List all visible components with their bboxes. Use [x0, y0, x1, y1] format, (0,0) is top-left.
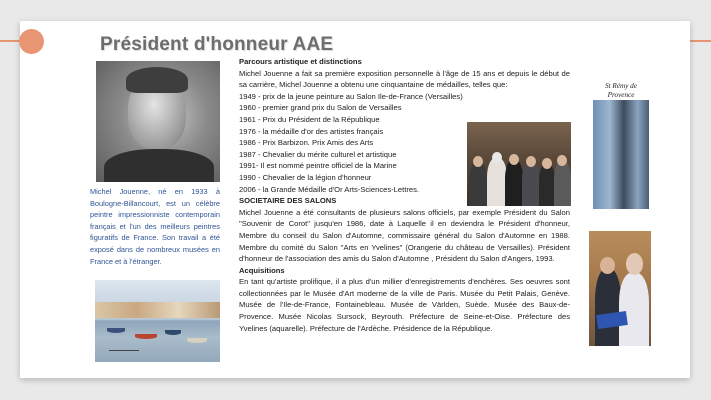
- distinctions-list: [239, 91, 467, 195]
- page-title: Président d'honneur AAE: [100, 34, 334, 55]
- group-photo: [467, 122, 571, 206]
- list-item: 1960 - premier grand prix du Salon de Versailles: [239, 103, 402, 113]
- section-heading-parcours: Parcours artistique et distinctions: [239, 57, 362, 66]
- parcours-intro: Michel Jouenne a fait sa première exposition personnelle à l'âge de 15 ans et depuis le début de sa carrière, Michel Jouenne a obtenu une cinquantaine de médailles, telles que:: [239, 68, 570, 90]
- section-heading-societaire: SOCIETAIRE DES SALONS: [239, 196, 337, 206]
- duo-photo: [589, 231, 651, 346]
- list-item: 1976 - la médaille d'or des artistes français: [239, 126, 384, 136]
- accent-circle: [19, 29, 44, 54]
- st-remy-photo: [590, 81, 650, 210]
- portrait-caption: Michel Jouenne, né en 1933 à Boulogne-Billancourt, est un célèbre peintre impressionniste contemporain français et l'un des meilleurs peintres figuratifs de France. Son travail a été exposé dans de nombreux musées en France et à l'étranger.: [90, 187, 220, 266]
- list-item: 2006 - la Grande Médaille d'Or Arts-Sciences-Lettres.: [239, 184, 419, 194]
- list-item: 1961 - Prix du Président de la République: [239, 114, 380, 124]
- acquisitions-text: En tant qu'artiste prolifique, il a plus d'un millier d'enregistrements d'enchères. Ses oeuvres sont collectionnées par le Musée d'Art moderne de la ville de Paris. Musée du Petit Palais, Genève. Musée de l'Ile-de-France, Fontainebleau. Musée de Världen, Suède. Musée des Baux-de-Provence. Musée Nicolas Sursock, Beyrouth. Préfecture de Seine-et-Oise. Préfecture des Yvelines (aquarelle). Préfecture de l'Ardèche. Présidence de la République.: [239, 277, 570, 333]
- portrait-photo: [96, 61, 220, 182]
- list-item: 1990 - Chevalier de la légion d'honneur: [239, 172, 372, 182]
- list-item: 1991- Il est nommé peintre officiel de la Marine: [239, 161, 397, 171]
- list-item: 1949 - prix de la jeune peinture au Salon Ile-de-France (Versailles): [239, 91, 463, 101]
- st-remy-label: St Rémy de Provence: [605, 82, 637, 99]
- societaire-text: Michel Jouenne a été consultants de plusieurs salons officiels, par exemple Président du Salon "Souvenir de Corot" jusqu'en 1986, date à Laquelle il en deviendra le Président d'honneur, Membre du conseil du Salon d'Automne, commissaire général du Salon d'Automne en 1988. Membre du comité du Salon "Arts en Yvelines" (Orangerie du château de Versailles). Président d'honneur de l'association des amis du Salon d'Automne , Président du Salon d'Angers, 1993.: [239, 207, 570, 264]
- section-heading-acquisitions: Acquisitions: [239, 265, 285, 275]
- list-item: 1986 - Prix Barbizon. Prix Amis des Arts: [239, 138, 374, 148]
- painting-image: [95, 280, 220, 362]
- list-item: 1987 - Chevalier du mérite culturel et artistique: [239, 149, 397, 159]
